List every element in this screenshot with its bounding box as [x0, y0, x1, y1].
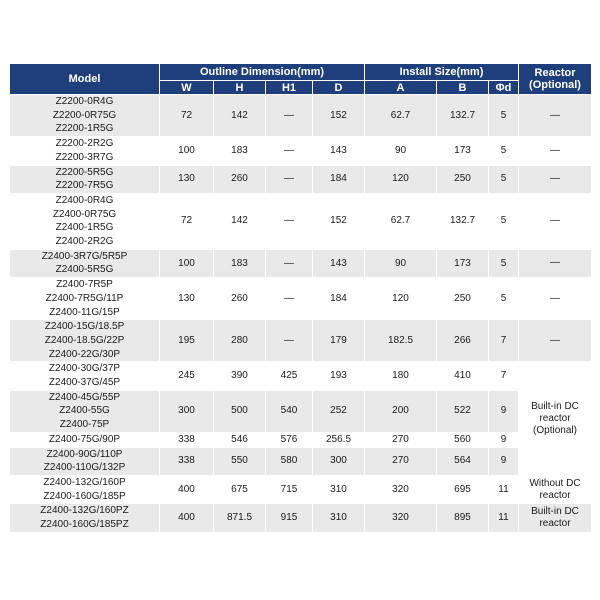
table-row — [10, 447, 592, 475]
model-name: Z2400-7R5G/11P — [45, 292, 124, 304]
cell-h: 500 — [214, 390, 266, 432]
reactor-cell — [519, 475, 592, 503]
reactor-cell — [519, 193, 592, 249]
cell-d: 193 — [313, 362, 365, 390]
cell-a: 90 — [365, 137, 437, 165]
model-cell — [10, 278, 160, 320]
model-name: Z2400-110G/132P — [43, 462, 126, 474]
cell-h: 546 — [214, 432, 266, 447]
cell-d: 310 — [313, 475, 365, 503]
model-name: Z2400-15G/18.5P — [44, 321, 125, 333]
cell-a: 180 — [365, 362, 437, 390]
model-name: Z2400-75P — [59, 419, 110, 431]
reactor-text: (Optional) — [533, 424, 577, 436]
reactor-text: — — [550, 109, 560, 121]
cell-phi-d: 9 — [489, 390, 519, 432]
table-row — [10, 95, 592, 137]
header-outline-dimension: Outline Dimension(mm) — [160, 64, 365, 81]
cell-w: 195 — [160, 320, 214, 362]
table-row — [10, 475, 592, 503]
cell-d: 310 — [313, 504, 365, 532]
reactor-text: Without DC — [529, 477, 581, 489]
model-cell — [10, 320, 160, 362]
header-col-w: W — [160, 81, 214, 95]
model-cell — [10, 165, 160, 193]
cell-a: 120 — [365, 278, 437, 320]
cell-h1: 540 — [266, 390, 313, 432]
cell-h1: 425 — [266, 362, 313, 390]
header-col-a: A — [365, 81, 437, 95]
model-cell — [10, 504, 160, 532]
model-name: Z2400-7R5P — [56, 279, 113, 291]
cell-b: 695 — [437, 475, 489, 503]
model-cell — [10, 137, 160, 165]
header-reactor-line1: Reactor — [534, 67, 576, 79]
model-name: Z2400-1R5G — [55, 222, 114, 234]
reactor-text: reactor — [539, 489, 571, 501]
model-name: Z2200-1R5G — [55, 123, 114, 135]
cell-w: 72 — [160, 193, 214, 249]
reactor-text: — — [550, 257, 560, 269]
cell-h: 280 — [214, 320, 266, 362]
model-cell — [10, 447, 160, 475]
cell-w: 130 — [160, 165, 214, 193]
cell-d: 256.5 — [313, 432, 365, 447]
cell-a: 200 — [365, 390, 437, 432]
model-cell — [10, 390, 160, 432]
cell-phi-d: 7 — [489, 362, 519, 390]
cell-phi-d: 5 — [489, 278, 519, 320]
cell-h: 260 — [214, 278, 266, 320]
cell-b: 250 — [437, 165, 489, 193]
cell-phi-d: 5 — [489, 137, 519, 165]
cell-d: 300 — [313, 447, 365, 475]
cell-w: 245 — [160, 362, 214, 390]
reactor-text: Built-in DC — [531, 400, 579, 412]
reactor-cell — [519, 504, 592, 532]
model-cell — [10, 475, 160, 503]
table-row — [10, 432, 592, 447]
reactor-text: Built-in DC — [531, 506, 579, 518]
reactor-cell — [519, 95, 592, 137]
cell-a: 182.5 — [365, 320, 437, 362]
cell-h: 183 — [214, 249, 266, 277]
cell-h1: 715 — [266, 475, 313, 503]
table-row — [10, 165, 592, 193]
cell-h: 142 — [214, 193, 266, 249]
cell-b: 895 — [437, 504, 489, 532]
cell-phi-d: 7 — [489, 320, 519, 362]
header-install-size: Install Size(mm) — [365, 64, 519, 81]
cell-h: 260 — [214, 165, 266, 193]
cell-b: 564 — [437, 447, 489, 475]
cell-h1: — — [266, 249, 313, 277]
cell-a: 270 — [365, 432, 437, 447]
model-name: Z2400-22G/30P — [48, 348, 121, 360]
cell-phi-d: 5 — [489, 249, 519, 277]
model-name: Z2400-18.5G/22P — [44, 334, 125, 346]
reactor-text: — — [550, 215, 560, 227]
reactor-text: reactor — [539, 412, 571, 424]
cell-a: 90 — [365, 249, 437, 277]
cell-d: 179 — [313, 320, 365, 362]
cell-h1: — — [266, 95, 313, 137]
model-name: Z2400-0R75G — [52, 208, 117, 220]
reactor-text: — — [550, 334, 560, 346]
cell-h1: — — [266, 278, 313, 320]
header-col-phi-d: Φd — [489, 81, 519, 95]
model-name: Z2200-3R7G — [55, 151, 114, 163]
cell-w: 100 — [160, 249, 214, 277]
model-cell — [10, 362, 160, 390]
cell-a: 120 — [365, 165, 437, 193]
cell-w: 72 — [160, 95, 214, 137]
reactor-cell — [519, 249, 592, 277]
model-cell — [10, 193, 160, 249]
cell-w: 130 — [160, 278, 214, 320]
cell-h: 871.5 — [214, 504, 266, 532]
cell-d: 252 — [313, 390, 365, 432]
header-reactor-line2: (Optional) — [529, 79, 581, 91]
dimension-table-container — [9, 63, 591, 533]
cell-b: 250 — [437, 278, 489, 320]
reactor-text: reactor — [539, 518, 571, 530]
table-row — [10, 504, 592, 532]
cell-w: 300 — [160, 390, 214, 432]
model-name: Z2400-132G/160PZ — [40, 505, 129, 517]
table-row — [10, 137, 592, 165]
dimension-table — [9, 63, 592, 533]
cell-a: 62.7 — [365, 95, 437, 137]
header-col-d: D — [313, 81, 365, 95]
cell-b: 522 — [437, 390, 489, 432]
model-name: Z2400-3R7G/5R5P — [41, 250, 128, 262]
cell-d: 152 — [313, 193, 365, 249]
reactor-cell — [519, 165, 592, 193]
cell-phi-d: 5 — [489, 95, 519, 137]
cell-d: 184 — [313, 165, 365, 193]
model-name: Z2400-75G/90P — [48, 433, 121, 445]
reactor-text: — — [550, 144, 560, 156]
reactor-cell — [519, 362, 592, 476]
cell-b: 173 — [437, 249, 489, 277]
cell-h: 390 — [214, 362, 266, 390]
cell-h1: — — [266, 137, 313, 165]
model-name: Z2200-0R75G — [52, 109, 117, 121]
cell-d: 143 — [313, 249, 365, 277]
cell-w: 100 — [160, 137, 214, 165]
model-name: Z2400-160G/185P — [43, 490, 126, 502]
cell-b: 560 — [437, 432, 489, 447]
model-name: Z2200-7R5G — [55, 180, 114, 192]
model-cell — [10, 432, 160, 447]
cell-h: 675 — [214, 475, 266, 503]
model-name: Z2400-0R4G — [55, 194, 114, 206]
cell-a: 320 — [365, 504, 437, 532]
cell-h1: 580 — [266, 447, 313, 475]
reactor-cell — [519, 320, 592, 362]
model-name: Z2200-2R2G — [55, 138, 114, 150]
model-name: Z2400-55G — [59, 405, 110, 417]
cell-a: 320 — [365, 475, 437, 503]
table-row — [10, 390, 592, 432]
cell-b: 132.7 — [437, 95, 489, 137]
cell-h1: — — [266, 193, 313, 249]
model-name: Z2400-37G/45P — [48, 377, 121, 389]
cell-d: 143 — [313, 137, 365, 165]
cell-phi-d: 11 — [489, 475, 519, 503]
reactor-cell — [519, 278, 592, 320]
cell-h1: — — [266, 165, 313, 193]
cell-phi-d: 9 — [489, 432, 519, 447]
model-cell — [10, 95, 160, 137]
cell-h1: — — [266, 320, 313, 362]
cell-h1: 576 — [266, 432, 313, 447]
cell-a: 270 — [365, 447, 437, 475]
model-name: Z2400-45G/55P — [48, 391, 121, 403]
header-col-h: H — [214, 81, 266, 95]
table-body — [10, 95, 592, 533]
model-cell — [10, 249, 160, 277]
model-name: Z2200-5R5G — [55, 166, 114, 178]
cell-h: 183 — [214, 137, 266, 165]
header-col-h1: H1 — [266, 81, 313, 95]
cell-phi-d: 11 — [489, 504, 519, 532]
table-row — [10, 320, 592, 362]
model-name: Z2400-11G/15P — [49, 306, 120, 318]
table-row — [10, 278, 592, 320]
cell-h: 550 — [214, 447, 266, 475]
cell-d: 152 — [313, 95, 365, 137]
cell-phi-d: 5 — [489, 193, 519, 249]
cell-b: 132.7 — [437, 193, 489, 249]
model-name: Z2200-0R4G — [55, 96, 114, 107]
cell-b: 410 — [437, 362, 489, 390]
model-name: Z2400-160G/185PZ — [40, 519, 129, 531]
model-name: Z2400-30G/37P — [48, 363, 121, 375]
model-name: Z2400-2R2G — [55, 236, 114, 248]
model-name: Z2400-5R5G — [55, 264, 114, 276]
cell-d: 184 — [313, 278, 365, 320]
reactor-text: — — [550, 292, 560, 304]
cell-phi-d: 5 — [489, 165, 519, 193]
table-row — [10, 249, 592, 277]
header-model: Model — [10, 64, 160, 95]
cell-w: 400 — [160, 504, 214, 532]
reactor-cell — [519, 137, 592, 165]
table-row — [10, 362, 592, 390]
reactor-text: — — [550, 173, 560, 185]
header-reactor — [519, 64, 592, 95]
cell-h1: 915 — [266, 504, 313, 532]
cell-a: 62.7 — [365, 193, 437, 249]
cell-h: 142 — [214, 95, 266, 137]
cell-w: 338 — [160, 432, 214, 447]
model-name: Z2400-132G/160P — [43, 476, 126, 488]
cell-b: 266 — [437, 320, 489, 362]
model-name: Z2400-90G/110P — [46, 448, 123, 460]
cell-w: 338 — [160, 447, 214, 475]
cell-w: 400 — [160, 475, 214, 503]
table-row — [10, 193, 592, 249]
cell-b: 173 — [437, 137, 489, 165]
cell-phi-d: 9 — [489, 447, 519, 475]
header-col-b: B — [437, 81, 489, 95]
